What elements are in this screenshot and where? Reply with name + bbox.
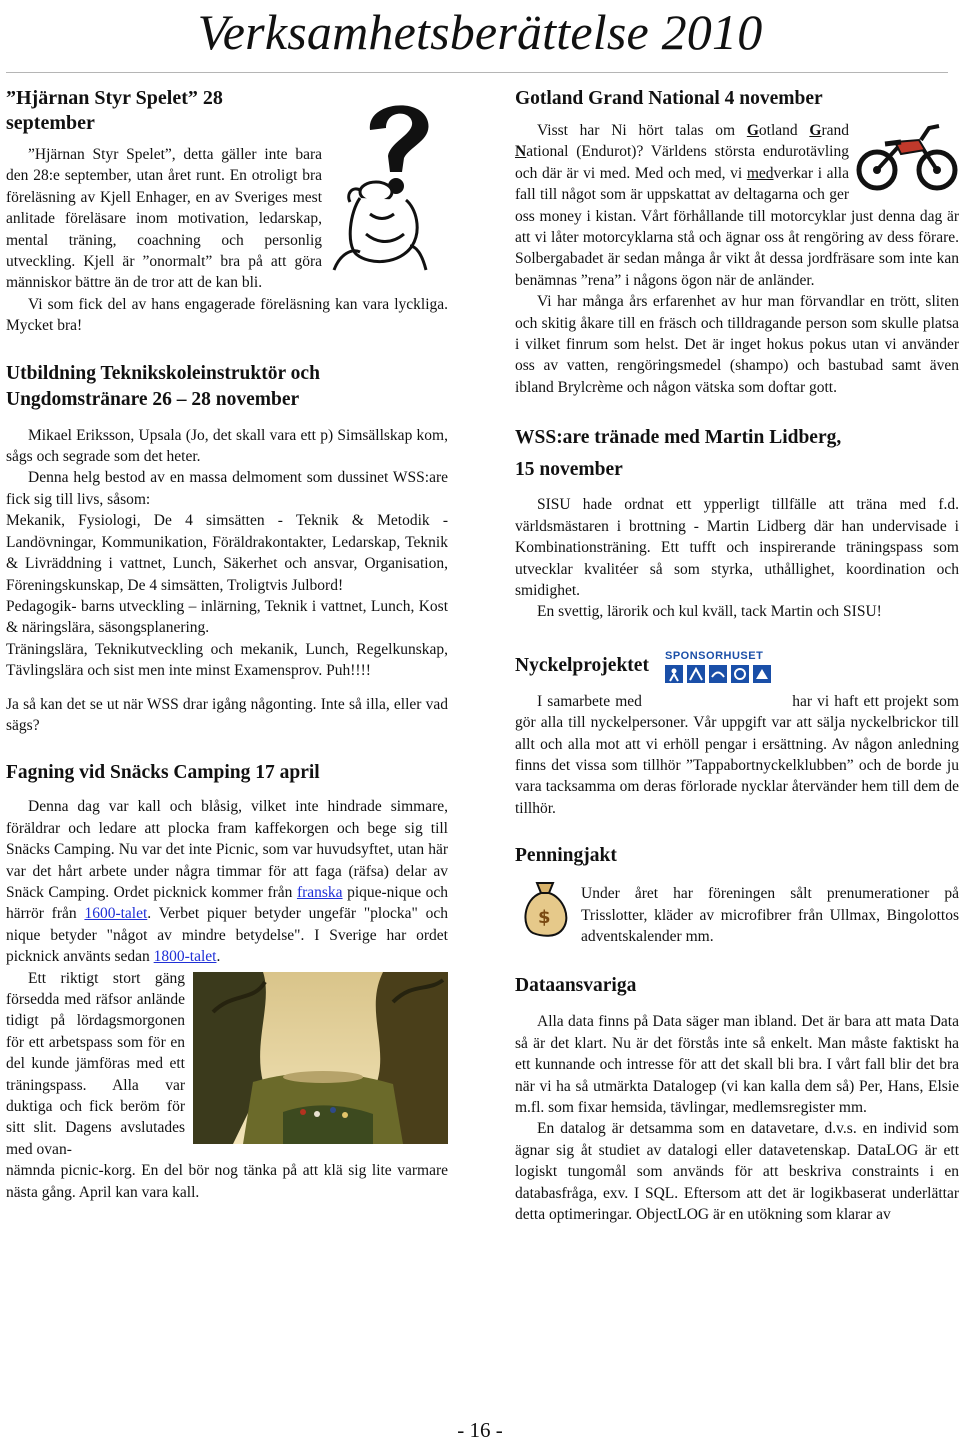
penningjakt-row xyxy=(515,877,959,947)
link-1800-talet[interactable]: 1800-talet xyxy=(153,948,217,966)
data-heading: Dataansvariga xyxy=(515,975,637,997)
gotland-heading: Gotland Grand National 4 november xyxy=(515,88,823,109)
gotland-text-d: ational (Endurot)? Världens största endurotävling och där är vi med. Med och med, vi xyxy=(515,143,849,182)
gotland-text-med: med xyxy=(746,164,774,182)
utbildning-heading xyxy=(6,361,448,413)
utbildning-paragraph-5: Träningslära, Teknikutveckling och mekanik, Lunch, Regelkunskap, Tävlingslära och sist men inte minst Examensprov. Puh!!!! xyxy=(6,640,448,680)
section-penningjakt xyxy=(515,843,959,947)
fagning-paragraph-2a: Ett riktigt stort gäng försedda med räfsor anlände tidigt på lördagsmorgonen för ett arbetspass som för en del kunde jämföras med ett träningspass. Alla var duktiga och fick beröm för sitt slit. Dagens avslutades med ovan- xyxy=(6,969,185,1158)
fagning-text-2: pique-nique och härrör från xyxy=(6,883,448,923)
picnic-landscape-painting xyxy=(193,972,448,1144)
hjarnan-paragraph-2: Vi som fick del av hans engagerade föreläsning kan vara lyckliga. Mycket bra! xyxy=(6,295,448,335)
fagning-text-4: . xyxy=(216,948,221,966)
data-paragraph-2: En datalog är detsamma som en datavetare, d.v.s. en individ som ägnar sig åt studiet av datalogi eller datavetenskap. DataLOG är ett logiskt tungomål som används för att beskriva constraints i en databasfråga, exv. I SQL. Eftersom att det är logikbaserat underlättar detta optimeringar. ObjectLOG är en utökning som klarar av xyxy=(515,1120,959,1224)
utbildning-paragraph-1: Mikael Eriksson, Upsala (Jo, det skall vara ett p) Simsällskap kom, sågs och segrade som det heter. xyxy=(6,426,448,466)
fagning-paragraph-1 xyxy=(6,796,448,967)
utbildning-heading-line1: Utbildning Teknikskoleinstruktör och xyxy=(6,362,320,384)
data-paragraph-1: Alla data finns på Data säger man ibland. Det är bara att mata Data så är det klart. Nu är det förstås inte så enkelt. Man måste faktiskt ha ett kunnande och intresse för att det skall bli bra. I vårt fall blir det bra när vi ha så utmärkta Datalogер (vi kan kalla dem så) Per, Hans, Elsie m.fl. som fixar hemsida, tävlingar, medlemsregister mm. xyxy=(515,1013,959,1116)
left-column xyxy=(6,86,448,1203)
wss-heading-line2: 15 november xyxy=(515,459,623,481)
hjarnan-heading-line1: ”Hjärnan Styr Spelet” 28 xyxy=(6,87,223,109)
nyckel-text-b: har vi haft ett projekt som gör alla till nyckelpersoner. Vår uppgift var att sälja nyckelbrickor till allt och alla mot att vi erhöll pengar i ersättning. Av någon anledning finns det vissa som tillhör ”Tappabortnyckelklubben” och de borde ju vara tacksamma om deras förlorade nycklar återvänder hem till dem de tillhör. xyxy=(515,692,959,817)
section-nyckel xyxy=(515,647,959,819)
motorcycle-icon xyxy=(855,120,959,192)
section-wss xyxy=(515,422,959,622)
question-man-cartoon xyxy=(330,94,448,272)
fagning-text-3: . Verbet piquer betyder ungefär "plocka" och nique betyder "något av mindre betydelse". I Sverige har ordet picknick använts sedan xyxy=(6,905,448,966)
link-franska[interactable]: franska xyxy=(296,883,343,901)
section-fagning xyxy=(6,760,448,1203)
gotland-paragraph-1 xyxy=(515,120,959,291)
gotland-letter-g2: G xyxy=(809,122,822,139)
utbildning-paragraph-4: Pedagogik- barns utveckling – inlärning, Teknik i vattnet, Lunch, Kost & näringslära, säsongsplanering. xyxy=(6,597,448,637)
link-1600-talet[interactable]: 1600-talet xyxy=(84,905,148,923)
gotland-text-c: rand xyxy=(821,122,849,139)
fagning-paragraph-2 xyxy=(6,968,448,1203)
wss-paragraph-2: En svettig, lärorik och kul kväll, tack Martin och SISU! xyxy=(537,603,882,621)
fagning-text-1: Denna dag var kall och blåsig, vilket inte hindrade simmare, föräldrar och ledare att plocka fram kaffekorgen och bege sig till Snäcks Camping. Nu var det inte Picnic, som var huvudsyftet, utan här var det hårt arbete under några timmar för att faga (räfsa) delar av Snäck Camping. Ordet picknick kommer från xyxy=(6,798,448,901)
nyckel-text-a: I samarbete med xyxy=(537,692,648,710)
right-column xyxy=(515,86,959,1225)
penningjakt-heading: Penningjakt xyxy=(515,845,617,867)
nyckel-paragraph-1 xyxy=(515,691,959,819)
gotland-paragraph-2: Vi har många års erfarenhet av hur man förvandlar en trött, sliten och skitig åkare till en fräsch och tilldragande person som skulle platsa i vilket finrum som helst. Det är inget hokus pokus utan vi använder oss av vatten, rengöringsmedel (shampo) och bastubad samt även ibland Brylcrème och någon vätska som doftar gott. xyxy=(515,293,959,396)
money-bag-icon xyxy=(515,877,575,937)
sponsorhuset-logo-text: SPONSORHUSET xyxy=(664,649,764,662)
gotland-letter-g: G xyxy=(746,122,759,139)
nyckel-header-row xyxy=(515,647,959,687)
section-utbildning xyxy=(6,361,448,737)
gotland-text-a: Visst har Ni hört talas om xyxy=(537,122,747,139)
utbildning-paragraph-2: Denna helg bestod av en massa delmoment som dussinet WSS:are fick sig till livs, såsom: xyxy=(6,469,448,508)
penningjakt-paragraph-1: Under året har föreningen sålt prenumerationer på Trisslotter, kläder av microfibrer från Ullmax, Bingolottos adventskalender mm. xyxy=(581,885,959,945)
page-title: Verksamhetsberättelse 2010 xyxy=(197,4,763,60)
section-data xyxy=(515,973,959,1225)
utbildning-heading-line2: Ungdomstränare 26 – 28 november xyxy=(6,388,300,410)
sponsorhuset-logo xyxy=(663,647,783,687)
gotland-text-e: verkar i alla fall till något som är uppskattat av deltagarna och ger oss money i kistan. Vårt förhållande till motorcyklar just denna dag är att vi låter motorcyklarna stå och ägnar oss åt rengöring av dess förare. Solbergabadet är sedan många år vikt åt dessa jordfräsare som inte kan benämnas ”rena” i någons ögon när de anländer. xyxy=(515,164,959,289)
header-rule xyxy=(6,72,948,73)
section-gotland xyxy=(515,86,959,398)
page-number: - 16 - xyxy=(457,1418,503,1442)
utbildning-paragraph-6: Ja så kan det se ut när WSS drar igång någonting. Inte så illa, eller vad sägs? xyxy=(6,695,448,734)
hjarnan-paragraph-1: ”Hjärnan Styr Spelet”, detta gäller inte bara den 28:e september, utan året runt. En otroligt bra föreläsning av Kjell Enhager, en av Sveriges mest anlitade föreläsare inom motivation, ledarskap, mental träning, coachning och personlig utveckling. Kjell är ”onormalt” bra på att göra människor bättre än de tror att de kan bli. xyxy=(6,146,322,292)
fagning-heading: Fagning vid Snäcks Camping 17 april xyxy=(6,762,320,784)
svg-text:$: $ xyxy=(538,907,551,929)
utbildning-paragraph-3: Mekanik, Fysiologi, De 4 simsätten - Teknik & Metodik - Landövningar, Kommunikation, Föräldrakontakter, Ledarskap, Teknik & Livräddning i vattnet, Lunch, Säkerhet och ansvar, Organisation, Föreningskunskap, De 4 simsätten, Troligtvis Julbord! xyxy=(6,512,448,594)
nyckel-heading: Nyckelprojektet xyxy=(515,654,649,676)
fagning-paragraph-2b: nämnda picnic-korg. En del bör nog tänka på att klä sig lite varmare nästa gång. April kan vara kall. xyxy=(6,1162,448,1201)
gotland-text-b: otland xyxy=(758,122,810,139)
gotland-letter-n: N xyxy=(515,143,527,161)
wss-heading xyxy=(515,422,959,486)
wss-paragraph-1: SISU hade ordnat ett ypperligt tillfälle att träna med f.d. världsmästaren i brottning - Martin Lidberg där han undervisade i Kombinationsträning. Ett tufft och inspirerande träningspass som utvecklar kvalitéer så som styrka, uthållighet, koordination och smidighet. xyxy=(515,496,959,599)
wss-heading-line1: WSS:are tränade med Martin Lidberg, xyxy=(515,427,842,449)
section-hjarnan xyxy=(6,86,448,337)
hjarnan-heading-line2: september xyxy=(6,112,95,134)
